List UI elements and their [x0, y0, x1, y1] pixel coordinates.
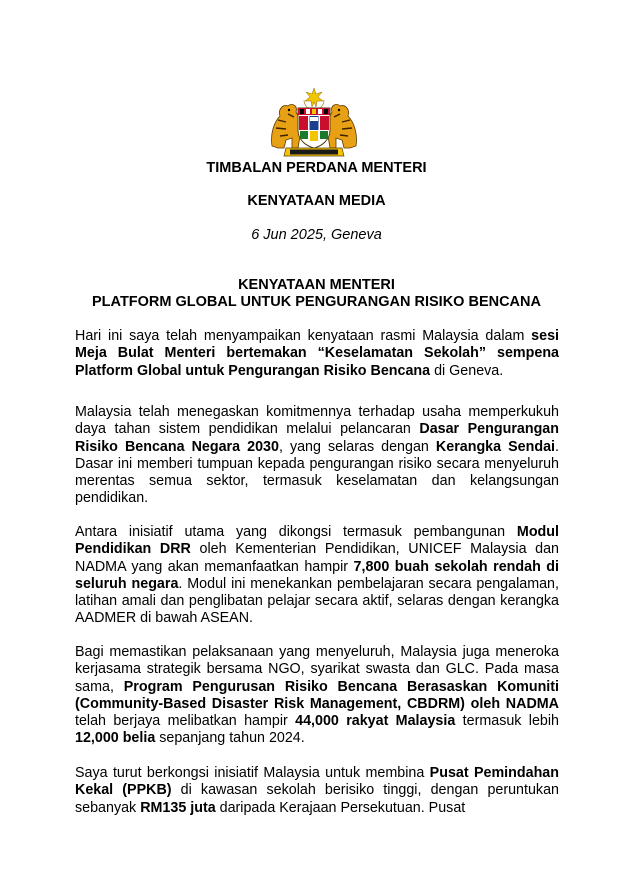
paragraph-1: Hari ini saya telah menyampaikan kenyataan rasmi Malaysia dalam sesi Meja Bulat Menteri bertemakan “Keselamatan Sekolah” sempena Platform Global untuk Pengurangan Risiko Bencana di Geneva.	[75, 328, 559, 379]
paragraph-2: Malaysia telah menegaskan komitmennya terhadap usaha memperkukuh daya tahan sistem pendidikan melalui pelancaran Dasar Pengurangan Risiko Bencana Negara 2030, yang selaras dengan Kerangka Sendai. Dasar ini memberi tumpuan kepada pengurangan risiko secara menyeluruh merentas semua sektor, termasuk keselamatan dan kelangsungan pendidikan.	[75, 404, 559, 507]
paragraph-5: Saya turut berkongsi inisiatif Malaysia untuk membina Pusat Pemindahan Kekal (PPKB) di kawasan sekolah berisiko tinggi, dengan peruntukan sebanyak RM135 juta daripada Kerajaan Persekutuan. Pusat	[75, 765, 559, 816]
paragraph-4: Bagi memastikan pelaksanaan yang menyeluruh, Malaysia juga meneroka kerjasama strategik bersama NGO, syarikat swasta dan GLC. Pada masa sama, Program Pengurusan Risiko Bencana Berasaskan Komuniti (Community-Based Disaster Risk Management, CBDRM) oleh NADMA telah berjaya melibatkan hampir 44,000 rakyat Malaysia termasuk lebih 12,000 belia sepanjang tahun 2024.	[75, 644, 560, 747]
statement-title-line1: KENYATAAN MENTERI	[238, 277, 395, 293]
malaysia-coat-of-arms-icon	[268, 86, 360, 158]
statement-title-line2: PLATFORM GLOBAL UNTUK PENGURANGAN RISIKO BENCANA	[92, 294, 541, 310]
date-place-line: 6 Jun 2025, Geneva	[251, 227, 382, 243]
document-type-heading: KENYATAAN MEDIA	[247, 193, 386, 209]
paragraph-3: Antara inisiatif utama yang dikongsi termasuk pembangunan Modul Pendidikan DRR oleh Kementerian Pendidikan, UNICEF Malaysia dan NADMA yang akan memanfaatkan hampir 7,800 buah sekolah rendah di seluruh negara. Modul ini menekankan pembelajaran secara pengalaman, latihan amali dan penglibatan pelajar secara aktif, selaras dengan kerangka AADMER di bawah ASEAN.	[75, 524, 560, 627]
office-heading: TIMBALAN PERDANA MENTERI	[206, 160, 427, 176]
